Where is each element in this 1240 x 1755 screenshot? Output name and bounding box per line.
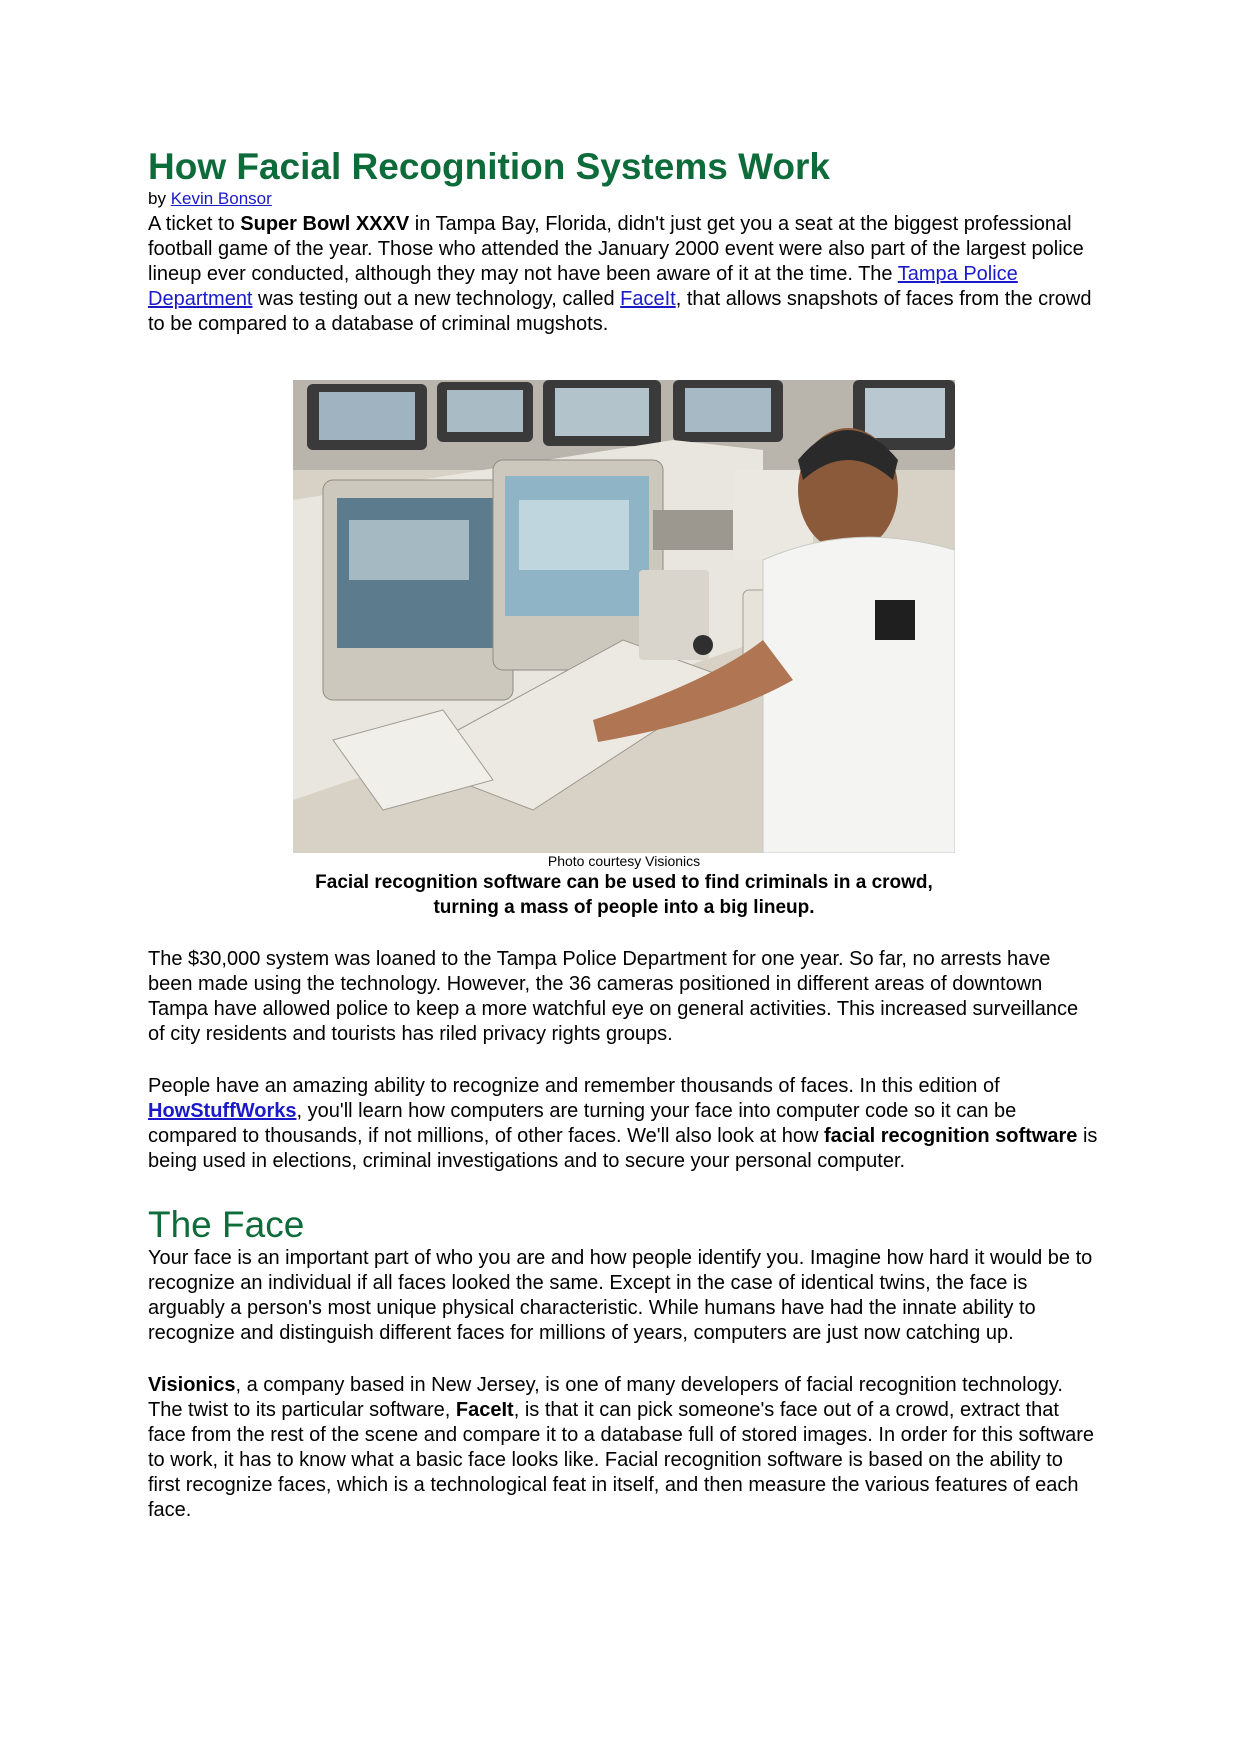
- faceit-bold: FaceIt: [455, 1399, 514, 1421]
- paragraph-the-face: Your face is an important part of who you are and how people identify you. Imagine how hard it would be to recognize an individual if all faces looked the same. Except in the case of identical twins, the face is arguably a person's most unique physical characteristic. While humans have had the innate ability to recognize and distinguish different faces for millions of years, computers are just now catching up.: [148, 1247, 1093, 1344]
- control-room-photo: [293, 380, 955, 853]
- super-bowl-bold: Super Bowl XXXV: [240, 213, 410, 235]
- paragraph-visionics: Visionics, a company based in New Jersey, is one of many developers of facial recognition technology. The twist to its particular software, FaceIt, is that it can pick someone's face out of a crowd, extract that face from the rest of the scene and compare it to a database full of stored images. In order for this software to work, it has to know what a basic face looks like. Facial recognition software is based on the ability to first recognize faces, which is a technological feat in itself, and then measure the various features of each face.: [148, 1374, 1095, 1521]
- intro-paragraph: A ticket to Super Bowl XXXV in Tampa Bay, Florida, didn't just get you a seat at the biggest professional football game of the year. Those who attended the January 2000 event were also part of the largest police lineup ever conducted, although they may not have been aware of it at the time. The Tampa Police Department was testing out a new technology, called FaceIt, that allows snapshots of faces from the crowd to be compared to a database of criminal mugshots.: [148, 213, 1092, 335]
- howstuffworks-link[interactable]: HowStuffWorks: [148, 1100, 297, 1122]
- article: [148, 145, 1098, 1523]
- section-title-the-face: The Face: [148, 1204, 305, 1245]
- article-title: How Facial Recognition Systems Work: [148, 146, 830, 187]
- paragraph-system-loaned: The $30,000 system was loaned to the Tampa Police Department for one year. So far, no arrests have been made using the technology. However, the 36 cameras positioned in different areas of downtown Tampa have allowed police to keep a more watchful eye on general activities. This increased surveillance of city residents and tourists has riled privacy rights groups.: [148, 948, 1079, 1045]
- photo-credit: Photo courtesy Visionics: [547, 853, 701, 869]
- photo-caption: Facial recognition software can be used to find criminals in a crowd, turning a mass of people into a big lineup.: [315, 872, 933, 918]
- faceit-link[interactable]: FaceIt: [620, 288, 676, 310]
- byline-prefix: by: [148, 189, 171, 208]
- visionics-bold: Visionics: [148, 1374, 236, 1396]
- figure: [293, 380, 955, 920]
- tampa-police-link[interactable]: Tampa Police Department: [148, 263, 1018, 310]
- facial-recognition-bold: facial recognition software: [824, 1125, 1078, 1147]
- paragraph-faces-ability: People have an amazing ability to recognize and remember thousands of faces. In this edition of HowStuffWorks, you'll learn how computers are turning your face into computer code so it can be compared to thousands, if not millions, of other faces. We'll also look at how facial recognition software is being used in elections, criminal investigations and to secure your personal computer.: [148, 1075, 1098, 1172]
- byline: [148, 189, 1098, 209]
- author-link[interactable]: Kevin Bonsor: [170, 189, 272, 208]
